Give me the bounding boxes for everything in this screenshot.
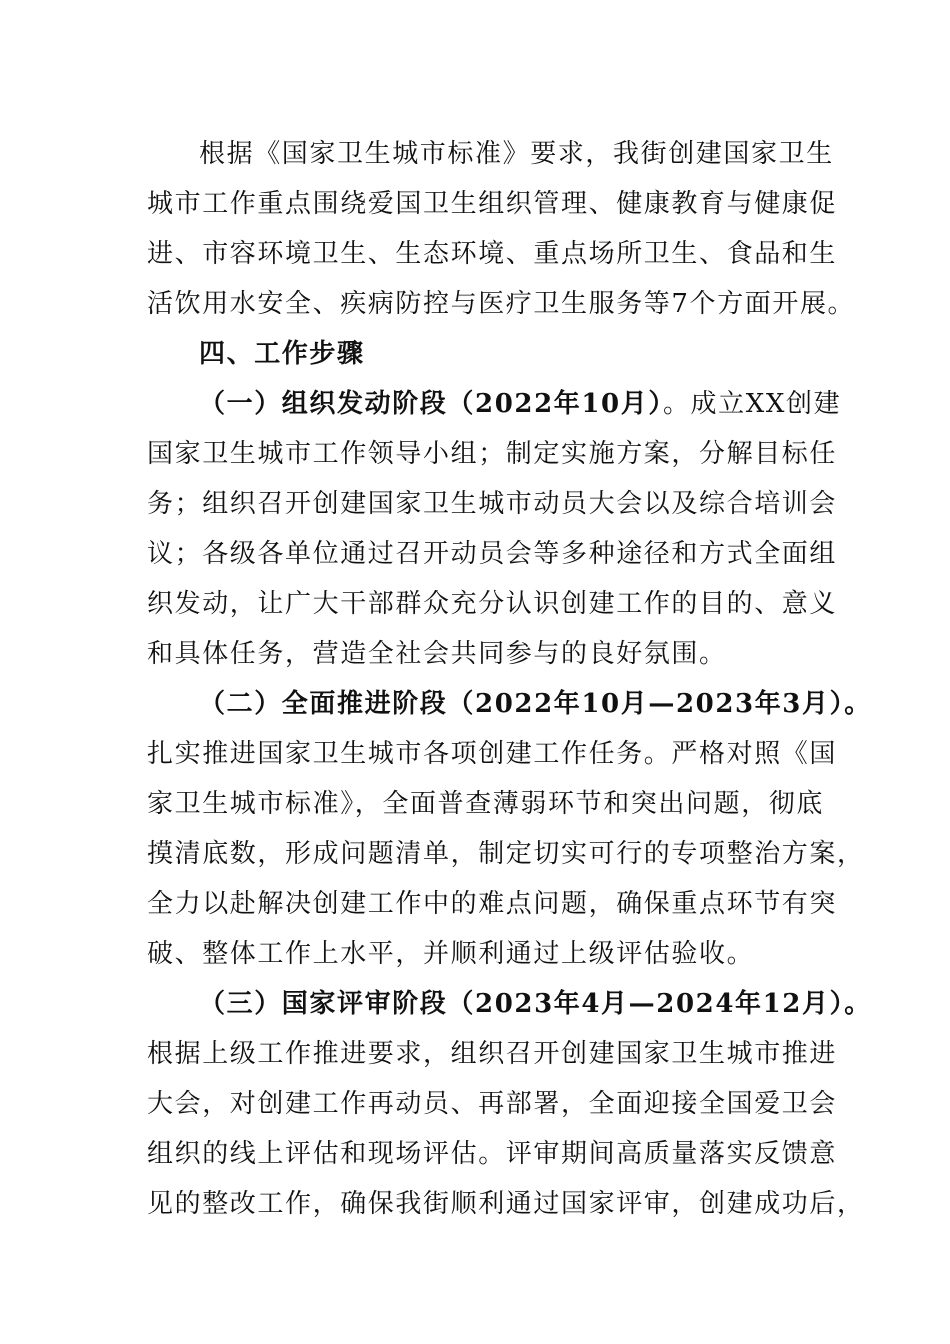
- paragraph-line: 织发动，让广大干部群众充分认识创建工作的目的、意义: [147, 589, 838, 619]
- paragraph-line: [147, 379, 842, 429]
- paragraph-line: 组织的线上评估和现场评估。评审期间高质量落实反馈意: [147, 1139, 838, 1169]
- paragraph-line: 扎实推进国家卫生城市各项创建工作任务。严格对照《国: [147, 739, 838, 769]
- paragraph-line: 破、整体工作上水平，并顺利通过上级评估验收。: [147, 939, 755, 969]
- paragraph-line: 和具体任务，营造全社会共同参与的良好氛围。: [147, 639, 727, 669]
- paragraph-line: 城市工作重点围绕爱国卫生组织管理、健康教育与健康促: [147, 189, 838, 219]
- paragraph-line: 大会，对创建工作再动员、再部署，全面迎接全国爱卫会: [147, 1089, 838, 1119]
- paragraph-line: 务；组织召开创建国家卫生城市动员大会以及综合培训会: [147, 489, 838, 519]
- paragraph-line: 见的整改工作，确保我街顺利通过国家评审，创建成功后，: [147, 1189, 865, 1219]
- document-body: [147, 129, 872, 1229]
- paragraph-line: 家卫生城市标准》，全面普查薄弱环节和突出问题，彻底: [147, 789, 825, 819]
- paragraph-line: 国家卫生城市工作领导小组；制定实施方案，分解目标任: [147, 439, 838, 469]
- section-heading: 四、工作步骤: [199, 339, 365, 369]
- subsection-heading: （一）组织发动阶段（2022年10月）: [199, 389, 663, 419]
- paragraph-line: 活饮用水安全、疾病防控与医疗卫生服务等7个方面开展。: [147, 289, 856, 319]
- paragraph-line: 进、市容环境卫生、生态环境、重点场所卫生、食品和生: [147, 239, 838, 269]
- subsection-heading: （三）国家评审阶段（2023年4月—2024年12月）。: [199, 989, 872, 1019]
- paragraph-line: 议；各级各单位通过召开动员会等多种途径和方式全面组: [147, 539, 838, 569]
- paragraph-line: 根据上级工作推进要求，组织召开创建国家卫生城市推进: [147, 1039, 838, 1069]
- paragraph-line: 摸清底数，形成问题清单，制定切实可行的专项整治方案，: [147, 839, 865, 869]
- paragraph-line: 根据《国家卫生城市标准》要求，我街创建国家卫生: [199, 139, 834, 169]
- paragraph-line: 全力以赴解决创建工作中的难点问题，确保重点环节有突: [147, 889, 838, 919]
- subsection-heading: （二）全面推进阶段（2022年10月—2023年3月）。: [199, 689, 872, 719]
- paragraph-text: 。成立XX创建: [662, 389, 842, 419]
